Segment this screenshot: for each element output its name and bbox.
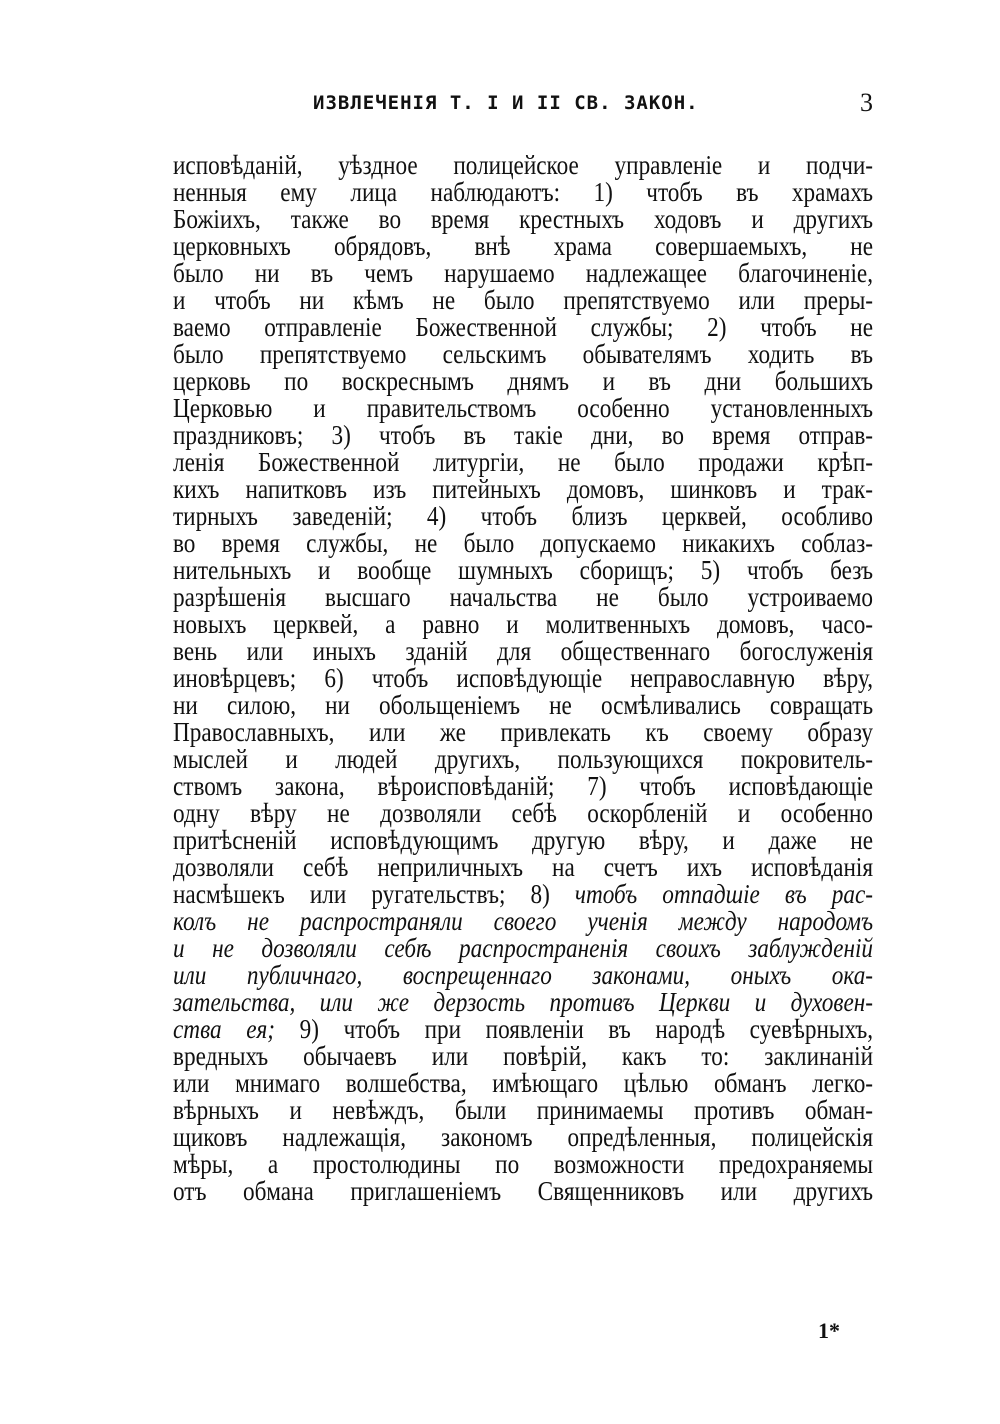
text-line: иновѣрцевъ; 6) чтобъ исповѣдующіе неправославную вѣру,: [173, 663, 874, 693]
running-head: [173, 88, 873, 122]
text-line: ствомъ закона, вѣроисповѣданій; 7) чтобъ исповѣдающіе: [173, 771, 874, 801]
text-line: притѣсненій исповѣдующимъ другую вѣру, и даже не: [173, 825, 874, 855]
text-line: и не дозволяли себѣ распространенія своихъ заблужденій: [173, 933, 874, 963]
text-line: и чтобъ ни кѣмъ не было препятствуемо или преры-: [173, 285, 874, 315]
text-line: мыслей и людей другихъ, пользующихся покровитель-: [173, 744, 874, 774]
text-line: мѣры, а простолюдины по возможности предохраняемы: [173, 1149, 874, 1179]
text-line: исповѣданій, уѣздное полицейское управленіе и подчи-: [173, 150, 874, 180]
text-line: ваемо отправленіе Божественной службы; 2) чтобъ не: [173, 312, 874, 342]
text-run: 9) чтобъ при появленіи въ народѣ суевѣрныхъ,: [299, 1014, 874, 1044]
text-line: было ни въ чемъ нарушаемо надлежащее благочиненіе,: [173, 258, 874, 288]
text-line: [173, 1016, 873, 1043]
text-line: вредныхъ обычаевъ или повѣрій, какъ то: заклинаній: [173, 1041, 874, 1071]
text-line: дозволяли себѣ неприличныхъ на счетъ ихъ исповѣданія: [173, 852, 874, 882]
text-run-italic: ства ея;: [173, 1014, 300, 1044]
text-run: насмѣшекъ или ругательствъ; 8): [173, 879, 575, 909]
text-line: новыхъ церквей, а равно и молитвенныхъ домовъ, часо-: [173, 609, 874, 639]
page-number: 3: [860, 88, 873, 117]
text-line: нительныхъ и вообще шумныхъ сборищъ; 5) чтобъ безъ: [173, 555, 874, 585]
text-line: одну вѣру не дозволяли себѣ оскорбленій и особенно: [173, 798, 874, 828]
text-line: щиковъ надлежащія, закономъ опредѣленныя, полицейскія: [173, 1122, 874, 1152]
text-line: разрѣшенія высшаго начальства не было устроиваемо: [173, 582, 874, 612]
text-line: отъ обмана приглашеніемъ Священниковъ или другихъ: [173, 1176, 874, 1206]
text-line: тирныхъ заведеній; 4) чтобъ близъ церквей, особливо: [173, 501, 874, 531]
text-line: колъ не распространяли своего ученія между народомъ: [173, 906, 874, 936]
text-line: ни силою, ни обольщеніемъ не осмѣливались совращать: [173, 690, 874, 720]
text-line: Церковью и правительствомъ особенно установленныхъ: [173, 393, 874, 423]
text-line: [173, 881, 873, 908]
text-line: праздниковъ; 3) чтобъ въ такіе дни, во время отправ-: [173, 420, 874, 450]
text-line: ленія Божественной литургіи, не было продажи крѣп-: [173, 447, 874, 477]
text-line: зательства, или же дерзость противъ Церкви и духовен-: [173, 987, 874, 1017]
text-line: Православныхъ, или же привлекать къ своему образу: [173, 717, 874, 747]
text-line: ненныя ему лица наблюдаютъ: 1) чтобъ въ храмахъ: [173, 177, 874, 207]
text-line: было препятствуемо сельскимъ обывателямъ ходить въ: [173, 339, 874, 369]
text-line: во время службы, не было допускаемо никакихъ соблаз-: [173, 528, 874, 558]
text-line: вѣрныхъ и невѣждъ, были принимаемы противъ обман-: [173, 1095, 874, 1125]
running-head-title: ИЗВЛЕЧЕНІЯ Т. I И II СВ. ЗАКОН.: [313, 92, 699, 114]
text-line: вень или иныхъ зданій для общественнаго богослуженія: [173, 636, 874, 666]
signature-mark: 1*: [818, 1318, 840, 1343]
text-line: церковныхъ обрядовъ, внѣ храма совершаемыхъ, не: [173, 231, 874, 261]
text-line: кихъ напитковъ изъ питейныхъ домовъ, шинковъ и трак-: [173, 474, 874, 504]
text-run-italic: чтобъ отпадшіе въ рас-: [574, 879, 874, 909]
text-line: или мнимаго волшебства, имѣющаго цѣлью обманъ легко-: [173, 1068, 874, 1098]
body-text: [173, 152, 873, 1205]
text-line: церковь по воскреснымъ днямъ и въ дни большихъ: [173, 366, 874, 396]
text-line: или публичнаго, воспрещеннаго законами, оныхъ ока-: [173, 960, 874, 990]
text-line: Божіихъ, также во время крестныхъ ходовъ и другихъ: [173, 204, 874, 234]
